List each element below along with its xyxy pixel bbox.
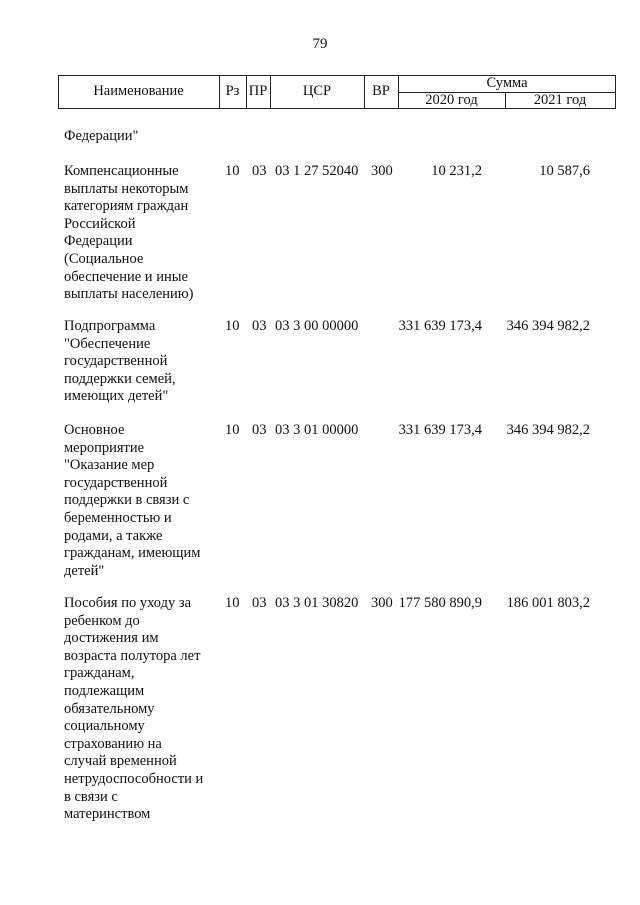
- row-name-line: материнством: [64, 806, 151, 823]
- row-name-line: мероприятие: [64, 439, 145, 456]
- row-name-line: Российской: [64, 215, 136, 232]
- header-vr: ВР: [372, 83, 390, 99]
- row-pr: 03: [252, 318, 267, 334]
- row-name-line: детей": [64, 562, 105, 579]
- row-name-line: родами, а также: [64, 527, 163, 544]
- header-pr: ПР: [248, 83, 268, 99]
- row-name-line: (Социальное: [64, 250, 144, 267]
- row-name-line: Пособия по уходу за: [64, 595, 192, 611]
- row-name: [64, 318, 214, 406]
- row-rz: 10: [225, 595, 240, 611]
- row-pr: 03: [252, 595, 267, 611]
- row-sum-2021: 346 394 982,2: [506, 422, 590, 438]
- row-name-line: выплаты некоторым: [64, 180, 189, 197]
- header-rz: Рз: [225, 83, 240, 99]
- row-csr: 03 3 01 00000: [275, 422, 359, 438]
- row-csr: 03 1 27 52040: [275, 163, 359, 179]
- row-name-line: подлежащим: [64, 682, 145, 699]
- row-name-line: обеспечение и иные: [64, 268, 188, 285]
- row-vr: 300: [371, 595, 393, 611]
- row-rz: 10: [225, 318, 240, 334]
- row-name-line: Компенсационные: [64, 163, 179, 179]
- row-name-line: Подпрограмма: [64, 318, 156, 334]
- row-sum-2020: 177 580 890,9: [398, 595, 482, 611]
- row-name: [64, 422, 214, 580]
- row-name-line: государственной: [64, 474, 168, 491]
- row-name-line: выплаты населению): [64, 286, 194, 303]
- row-name-line: Федерации: [64, 233, 133, 250]
- row-sum-2020: 331 639 173,4: [398, 422, 482, 438]
- row-name-line: поддержки в связи с: [64, 492, 190, 509]
- header-year-2020: 2020 год: [425, 92, 478, 108]
- row-name-line: достижения им: [64, 630, 159, 647]
- row-name-line: ребенком до: [64, 612, 140, 629]
- row-name-line: беременностью и: [64, 509, 172, 526]
- row-sum-2021: 186 001 803,2: [506, 595, 590, 611]
- row-name-line: социальному: [64, 718, 145, 735]
- row-sum-2021: 10 587,6: [539, 163, 590, 179]
- row-rz: 10: [225, 422, 240, 438]
- continuation-text: Федерации": [64, 128, 139, 144]
- header-sum: Сумма: [486, 75, 528, 91]
- row-name-line: Основное: [64, 422, 125, 438]
- row-rz: 10: [225, 163, 240, 179]
- row-name-line: гражданам, имеющим: [64, 545, 201, 562]
- table-header: [58, 75, 616, 109]
- row-name-line: имеющих детей": [64, 388, 169, 405]
- header-bottom-border-left: [58, 108, 398, 109]
- header-year-2021: 2021 год: [533, 92, 587, 108]
- row-sum-2021: 346 394 982,2: [506, 318, 590, 334]
- row-name-line: обязательному: [64, 700, 155, 717]
- row-name: [64, 163, 214, 304]
- row-name-line: "Обеспечение: [64, 335, 151, 352]
- row-name-line: поддержки семей,: [64, 370, 176, 387]
- row-name-line: гражданам,: [64, 665, 135, 682]
- row-name-line: "Оказание мер: [64, 457, 155, 474]
- row-name-line: нетрудоспособности и: [64, 770, 204, 787]
- row-name: [64, 595, 214, 824]
- row-name-line: категориям граждан: [64, 198, 189, 215]
- page-number: 79: [312, 36, 328, 52]
- row-pr: 03: [252, 422, 267, 438]
- row-csr: 03 3 00 00000: [275, 318, 359, 334]
- header-csr: ЦСР: [302, 83, 332, 99]
- row-vr: 300: [371, 163, 393, 179]
- row-sum-2020: 10 231,2: [431, 163, 482, 179]
- header-name: Наименование: [93, 83, 184, 99]
- row-name-line: случай временной: [64, 753, 177, 770]
- row-sum-2020: 331 639 173,4: [398, 318, 482, 334]
- row-name-line: в связи с: [64, 788, 118, 805]
- row-name-line: государственной: [64, 353, 168, 370]
- row-pr: 03: [252, 163, 267, 179]
- row-name-line: возраста полутора лет: [64, 647, 201, 664]
- row-name-line: страхованию на: [64, 735, 162, 752]
- row-csr: 03 3 01 30820: [275, 595, 359, 611]
